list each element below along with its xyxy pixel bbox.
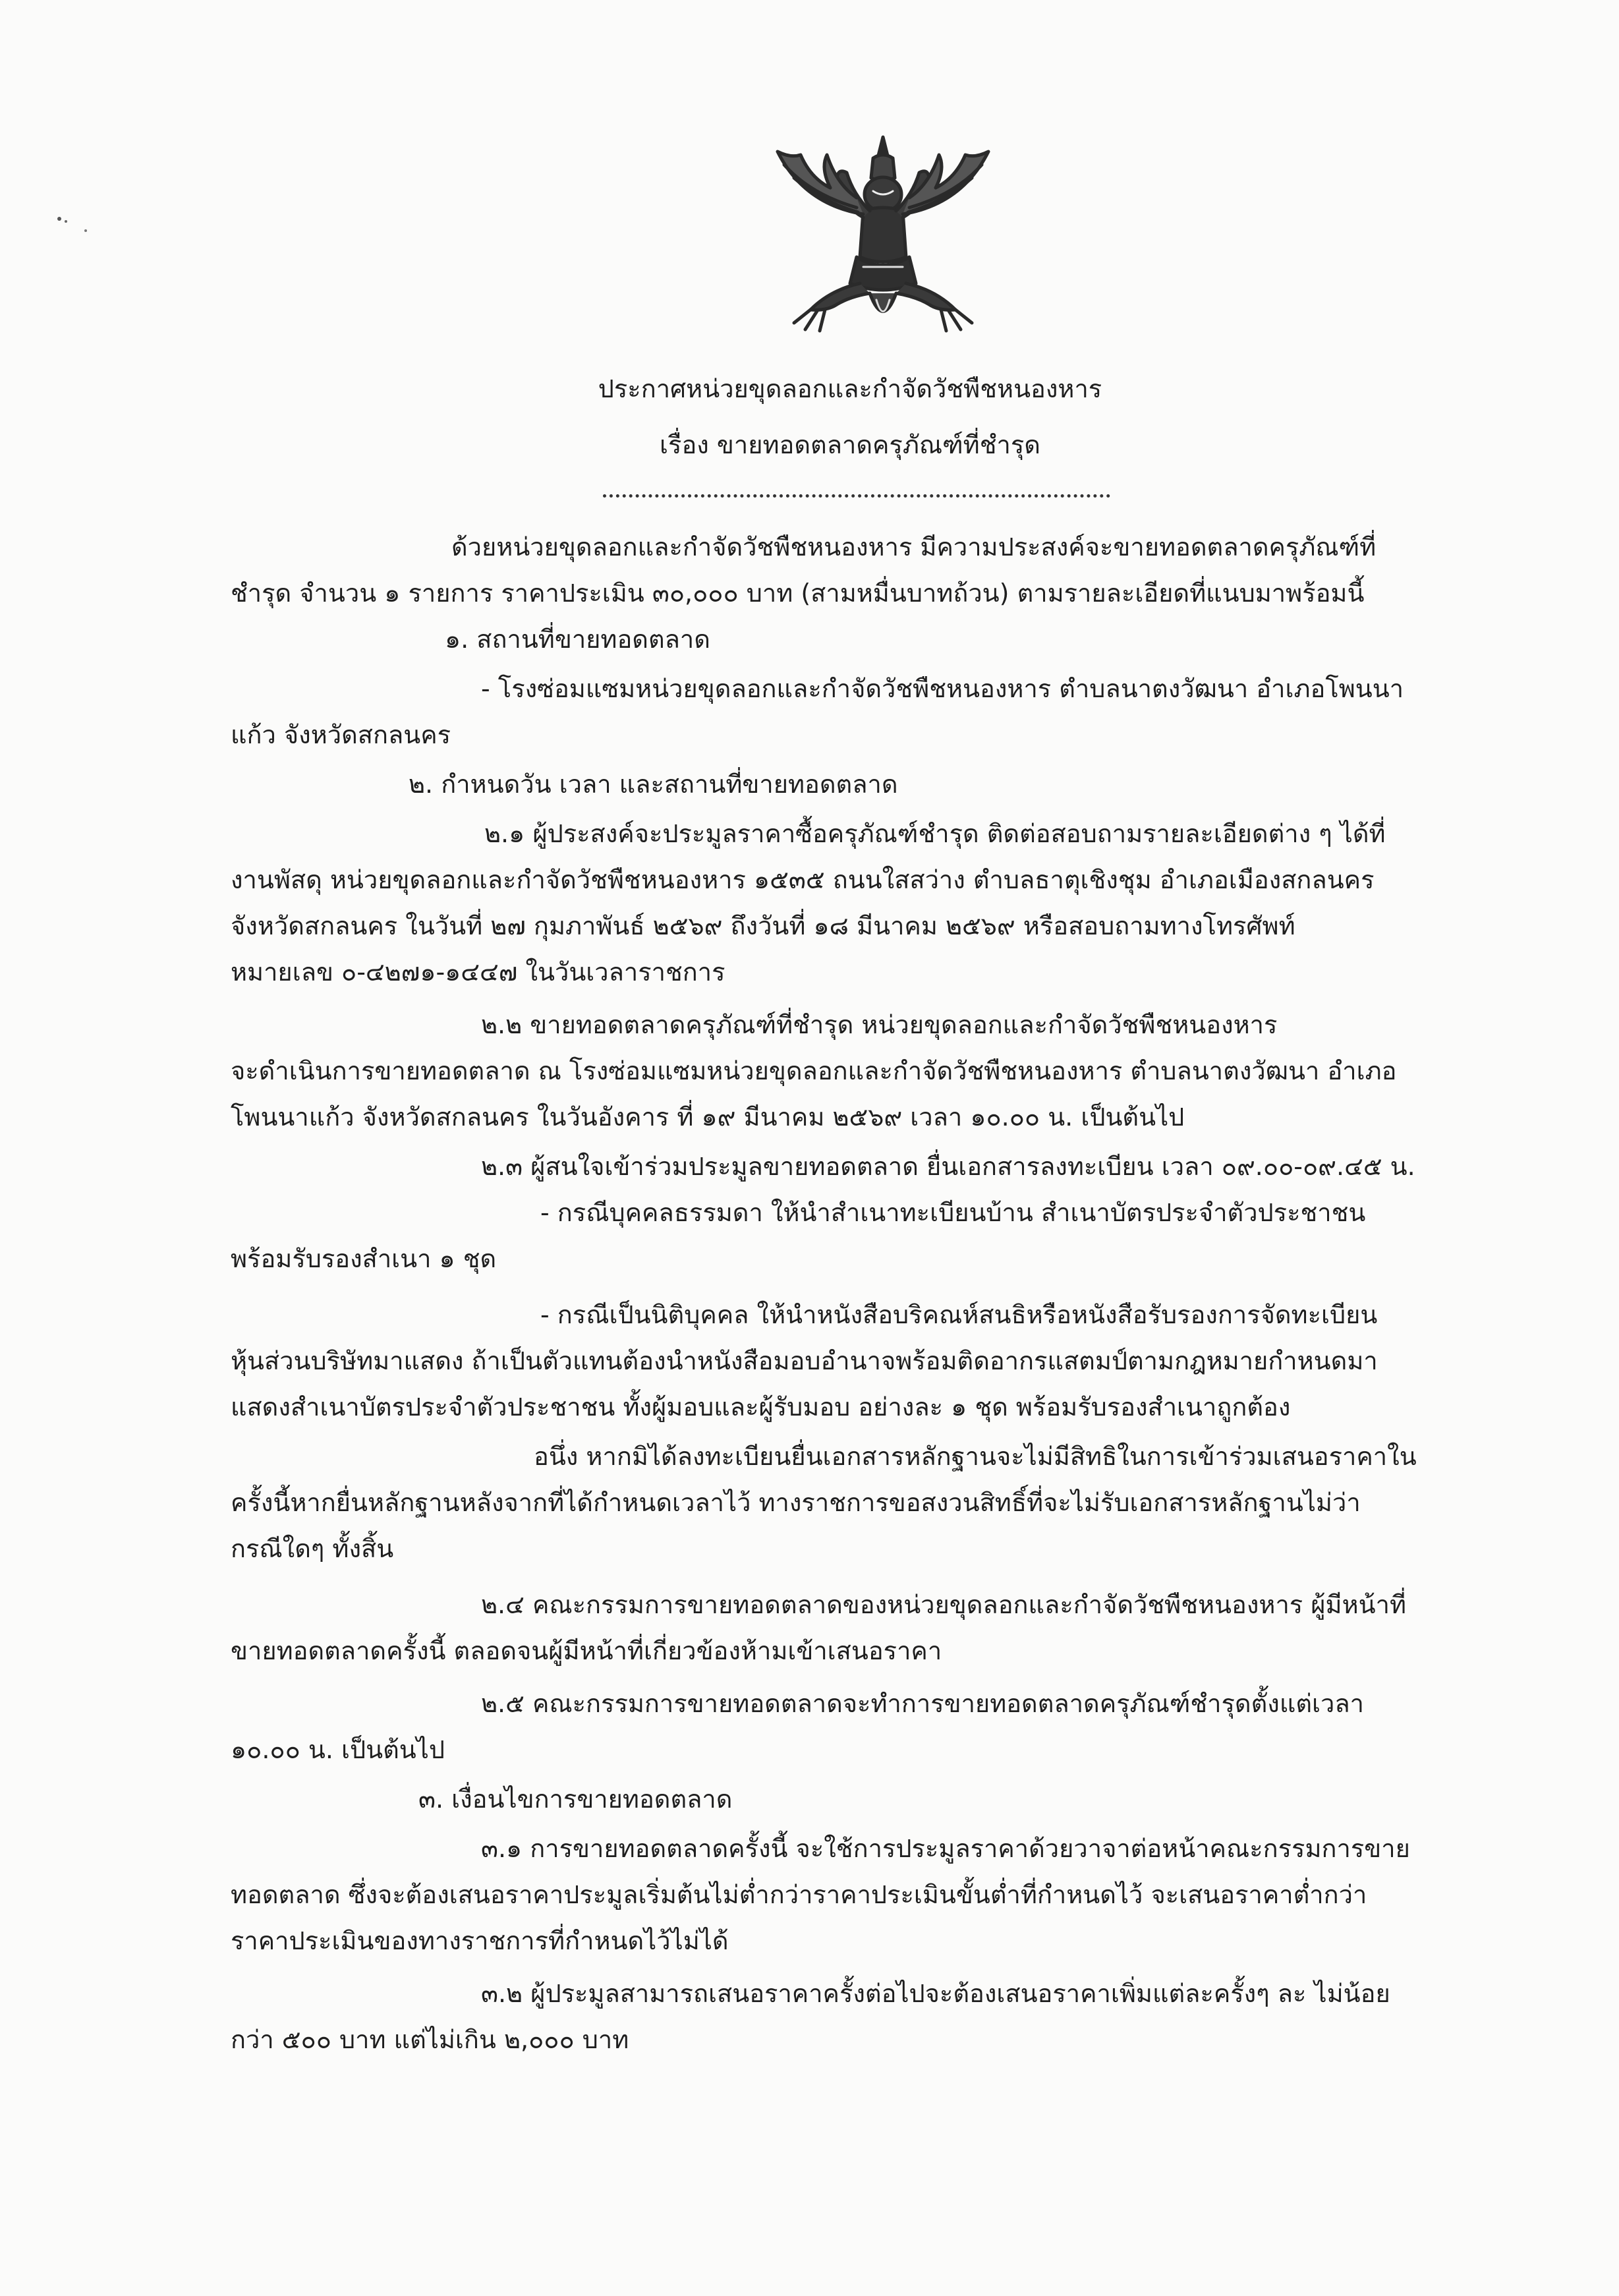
clause-2-3-note: อนึ่ง หากมิได้ลงทะเบียนยื่นเอกสารหลักฐานจะไม่มีสิทธิในการเข้าร่วมเสนอราคาใน [534,1442,1417,1471]
clause-3-2: กว่า ๕๐๐ บาท แต่ไม่เกิน ๒,๐๐๐ บาท [231,2025,629,2054]
section-1-text: แก้ว จังหวัดสกลนคร [231,720,451,749]
intro-line: ด้วยหน่วยขุดลอกและกำจัดวัชพืชหนองหาร มีความประสงค์จะขายทอดตลาดครุภัณฑ์ที่ [451,532,1377,561]
clause-2-1: ๒.๑ ผู้ประสงค์จะประมูลราคาซื้อครุภัณฑ์ชำรุด ติดต่อสอบถามรายละเอียดต่าง ๆ ได้ที่ [484,819,1386,848]
section-1-text: - โรงซ่อมแซมหน่วยขุดลอกและกำจัดวัชพืชหนองหาร ตำบลนาตงวัฒนา อำเภอโพนนา [481,674,1404,703]
clause-3-1: ๓.๑ การขายทอดตลาดครั้งนี้ จะใช้การประมูลราคาด้วยวาจาต่อหน้าคณะกรรมการขาย [481,1834,1410,1863]
clause-2-4: ขายทอดตลาดครั้งนี้ ตลอดจนผู้มีหน้าที่เกี่ยวข้องห้ามเข้าเสนอราคา [231,1636,942,1665]
scan-specks [40,198,105,250]
intro-line: ชำรุด จำนวน ๑ รายการ ราคาประเมิน ๓๐,๐๐๐ บาท (สามหมื่นบาทถ้วน) ตามรายละเอียดที่แนบมาพร้อมนี้ [231,579,1365,608]
document-subject: เรื่อง ขายทอดตลาดครุภัณฑ์ที่ชำรุด [660,430,1040,459]
clause-2-1: จังหวัดสกลนคร ในวันที่ ๒๗ กุมภาพันธ์ ๒๕๖๙ ถึงวันที่ ๑๘ มีนาคม ๒๕๖๙ หรือสอบถามทางโทรศัพท์ [231,911,1295,940]
clause-2-3-natural-person: - กรณีบุคคลธรรมดา ให้นำสำเนาทะเบียนบ้าน สำเนาบัตรประจำตัวประชาชน [540,1198,1366,1227]
clause-2-2: ๒.๒ ขายทอดตลาดครุภัณฑ์ที่ชำรุด หน่วยขุดลอกและกำจัดวัชพืชหนองหาร [481,1010,1278,1039]
clause-2-5: ๑๐.๐๐ น. เป็นต้นไป [231,1735,445,1764]
section-3-heading: ๓. เงื่อนไขการขายทอดตลาด [418,1785,733,1814]
section-1-heading: ๑. สถานที่ขายทอดตลาด [445,625,710,654]
title-separator [603,494,1110,498]
clause-2-1: หมายเลข ๐-๔๒๗๑-๑๔๔๗ ในวันเวลาราชการ [231,958,725,987]
garuda-emblem-icon [764,132,1002,349]
clause-2-1: งานพัสดุ หน่วยขุดลอกและกำจัดวัชพืชหนองหาร ๑๕๓๕ ถนนใสสว่าง ตำบลธาตุเชิงชุม อำเภอเมืองสกลนคร [231,865,1375,894]
clause-3-1: ราคาประเมินของทางราชการที่กำหนดไว้ไม่ได้ [231,1926,729,1955]
clause-2-5: ๒.๕ คณะกรรมการขายทอดตลาดจะทำการขายทอดตลาดครุภัณฑ์ชำรุดตั้งแต่เวลา [481,1689,1364,1718]
clause-3-1: ทอดตลาด ซึ่งจะต้องเสนอราคาประมูลเริ่มต้นไม่ต่ำกว่าราคาประเมินขั้นต่ำที่กำหนดไว้ จะเสนอราคาต่ำกว่า [231,1880,1367,1909]
clause-2-3-juristic-person: หุ้นส่วนบริษัทมาแสดง ถ้าเป็นตัวแทนต้องนำหนังสือมอบอำนาจพร้อมติดอากรแสตมป์ตามกฎหมายกำหนดมา [231,1346,1378,1375]
clause-2-2: จะดำเนินการขายทอดตลาด ณ โรงซ่อมแซมหน่วยขุดลอกและกำจัดวัชพืชหนองหาร ตำบลนาตงวัฒนา อำเภอ [231,1056,1397,1085]
clause-2-4: ๒.๔ คณะกรรมการขายทอดตลาดของหน่วยขุดลอกและกำจัดวัชพืชหนองหาร ผู้มีหน้าที่ [481,1590,1406,1619]
clause-2-3-natural-person: พร้อมรับรองสำเนา ๑ ชุด [231,1244,497,1273]
clause-2-3-juristic-person: แสดงสำเนาบัตรประจำตัวประชาชน ทั้งผู้มอบและผู้รับมอบ อย่างละ ๑ ชุด พร้อมรับรองสำเนาถูกต้อง [231,1392,1291,1421]
clause-2-3-note: ครั้งนี้หากยื่นหลักฐานหลังจากที่ได้กำหนดเวลาไว้ ทางราชการขอสงวนสิทธิ์ที่จะไม่รับเอกสารหลักฐานไม่ว่า [231,1488,1361,1517]
document-title: ประกาศหน่วยขุดลอกและกำจัดวัชพืชหนองหาร [598,374,1102,403]
clause-2-2: โพนนาแก้ว จังหวัดสกลนคร ในวันอังคาร ที่ ๑๙ มีนาคม ๒๕๖๙ เวลา ๑๐.๐๐ น. เป็นต้นไป [231,1103,1185,1132]
clause-2-3-note: กรณีใดๆ ทั้งสิ้น [231,1534,394,1563]
clause-3-2: ๓.๒ ผู้ประมูลสามารถเสนอราคาครั้งต่อไปจะต้องเสนอราคาเพิ่มแต่ละครั้งๆ ละ ไม่น้อย [481,1979,1390,2008]
section-2-heading: ๒. กำหนดวัน เวลา และสถานที่ขายทอดตลาด [409,770,898,799]
clause-2-3-juristic-person: - กรณีเป็นนิติบุคคล ให้นำหนังสือบริคณห์สนธิหรือหนังสือรับรองการจัดทะเบียน [540,1300,1378,1329]
clause-2-3: ๒.๓ ผู้สนใจเข้าร่วมประมูลขายทอดตลาด ยื่นเอกสารลงทะเบียน เวลา ๐๙.๐๐-๐๙.๔๕ น. [481,1152,1415,1181]
